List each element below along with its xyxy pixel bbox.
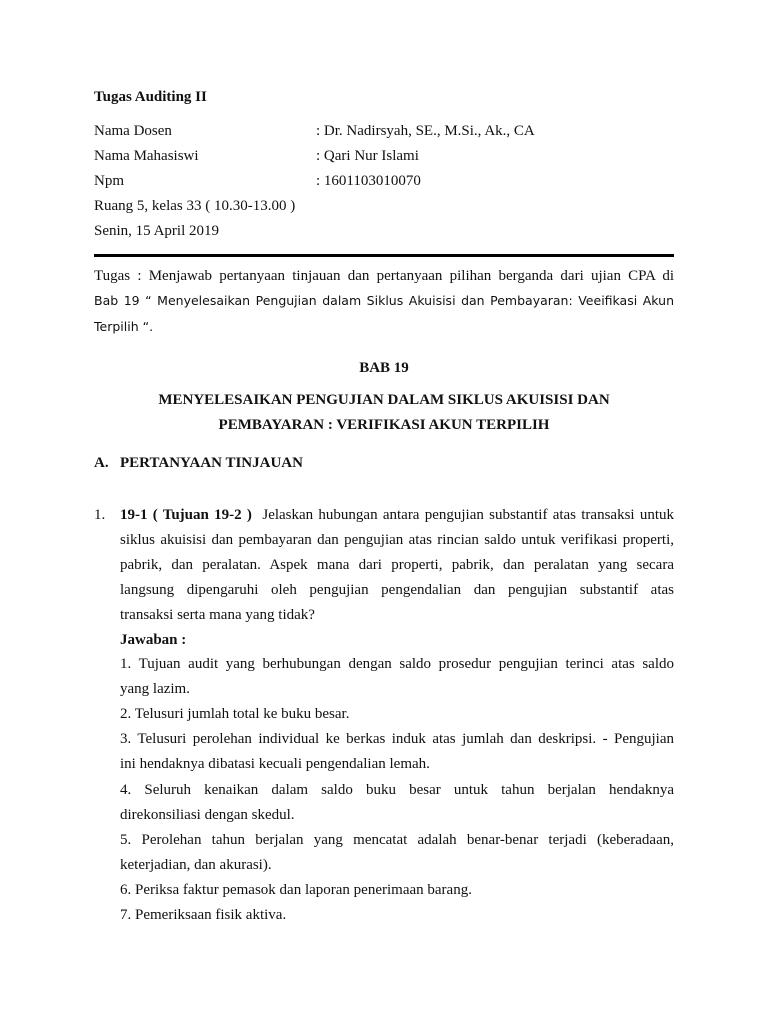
room-info: Ruang 5, kelas 33 ( 10.30-13.00 ) — [94, 198, 296, 214]
answer-line: ini hendaknya dibatasi kecuali pengendalian lemah. — [120, 756, 430, 773]
info-value: : 1601103010070 — [316, 173, 421, 189]
answer-line: 5. Perolehan tahun berjalan yang mencatat adalah benar-benar terjadi (keberadaan, — [120, 831, 674, 848]
document-title: Tugas Auditing II — [94, 89, 207, 105]
info-row-npm — [94, 171, 674, 191]
question-text: Jelaskan hubungan antara pengujian substantif atas transaksi untuk — [262, 507, 674, 523]
answer-line: 6. Periksa faktur pemasok dan laporan penerimaan barang. — [120, 881, 472, 898]
date-info: Senin, 15 April 2019 — [94, 223, 220, 239]
question-code: 19-1 ( Tujuan 19-2 ) — [120, 507, 252, 523]
info-value: : Dr. Nadirsyah, SE., M.Si., Ak., CA — [316, 123, 535, 139]
answer-line: 4. Seluruh kenaikan dalam saldo buku besar untuk tahun berjalan hendaknya — [120, 781, 674, 798]
info-label: Npm — [94, 173, 124, 189]
answer-label: Jawaban : — [120, 632, 187, 648]
question-line: transaksi serta mana yang tidak? — [120, 607, 315, 623]
answer-line: 1. Tujuan audit yang berhubungan dengan saldo prosedur pengujian terinci atas saldo — [120, 656, 674, 672]
chapter-number: BAB 19 — [359, 360, 409, 376]
answer-line: direkonsiliasi dengan skedul. — [120, 806, 295, 823]
info-label: Nama Mahasiswi — [94, 148, 199, 164]
task-line: Bab 19 “ Menyelesaikan Pengujian dalam Siklus Akuisisi dan Pembayaran: Veeifikasi Akun — [94, 293, 674, 308]
question-number: 1. — [94, 507, 106, 523]
answer-line: 7. Pemeriksaan fisik aktiva. — [120, 907, 287, 923]
divider-rule — [94, 254, 674, 257]
answer-line: keterjadian, dan akurasi). — [120, 856, 272, 873]
info-label: Nama Dosen — [94, 123, 172, 139]
task-line: Tugas : Menjawab pertanyaan tinjauan dan pertanyaan pilihan berganda dari ujian CPA di — [94, 268, 674, 284]
question-first-line — [120, 505, 674, 525]
section-title: PERTANYAAN TINJAUAN — [120, 455, 303, 471]
answer-line: 3. Telusuri perolehan individual ke berkas induk atas jumlah dan deskripsi. - Pengujian — [120, 731, 674, 748]
info-value: : Qari Nur Islami — [316, 148, 419, 164]
task-line: Terpilih “. — [94, 319, 154, 334]
question-line: siklus akuisisi dan pembayaran dan pengujian atas rincian saldo untuk verifikasi properti, — [120, 532, 674, 548]
question-line: pabrik, dan peralatan. Aspek mana dari properti, pabrik, dan peralatan yang secara — [120, 557, 674, 573]
section-letter: A. — [94, 455, 109, 471]
chapter-title-line: PEMBAYARAN : VERIFIKASI AKUN TERPILIH — [218, 417, 550, 433]
chapter-title-line: MENYELESAIKAN PENGUJIAN DALAM SIKLUS AKUISISI DAN — [158, 392, 610, 408]
answer-line: 2. Telusuri jumlah total ke buku besar. — [120, 706, 350, 723]
question-line: langsung dipengaruhi oleh pengujian pengendalian dan pengujian substantif atas — [120, 582, 674, 598]
info-row-student — [94, 146, 674, 166]
info-row-lecturer — [94, 121, 674, 141]
answer-line: yang lazim. — [120, 681, 190, 698]
